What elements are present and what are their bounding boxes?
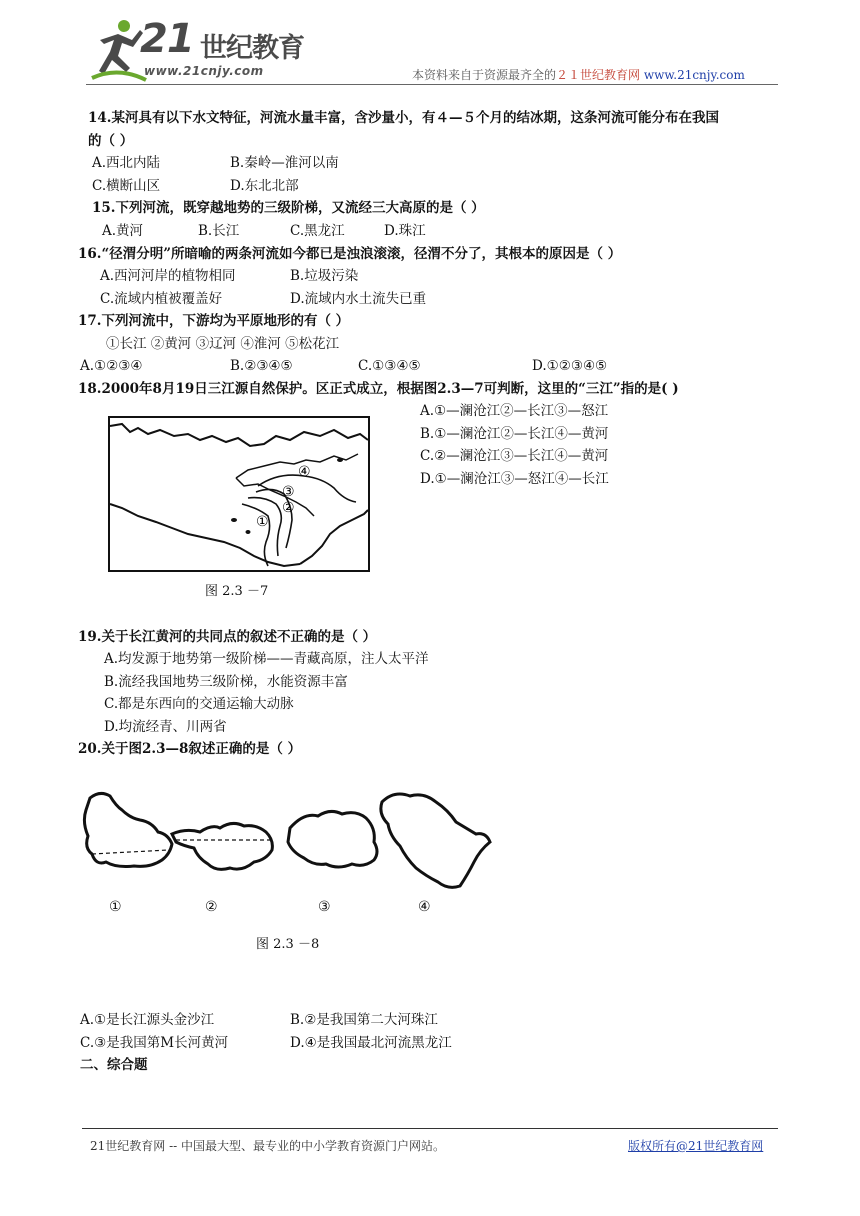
question-18-option-c: C.②—澜沧江③—长江④—黄河: [420, 448, 609, 464]
footer-divider: [82, 1128, 778, 1129]
logo-url: www.21cnjy.com: [144, 64, 264, 78]
header-source-site: ２１世纪教育网: [556, 68, 641, 82]
figure-2-3-7-caption: 图 2.3 －7: [205, 584, 269, 599]
fig-238-label-3: ③: [318, 899, 331, 915]
question-20-option-d: D.④是我国最北河流黑龙江: [290, 1035, 452, 1051]
logo-number: 21: [140, 16, 194, 62]
question-15-option-a: A.黄河: [102, 223, 144, 239]
question-17-option-b: B.②③④⑤: [230, 358, 293, 374]
fig-237-label-3: ③: [282, 484, 295, 500]
fig-237-label-4: ④: [298, 464, 311, 480]
header-source-note: [412, 66, 745, 83]
question-17-option-c: C.①③④⑤: [358, 358, 421, 374]
question-19-option-c: C.都是东西向的交通运输大动脉: [104, 696, 294, 712]
footer-site-description: 21世纪教育网 -- 中国最大型、最专业的中小学教育资源门户网站。: [90, 1139, 446, 1153]
fig-238-label-4: ④: [418, 899, 431, 915]
question-20-option-a: A.①是长江源头金沙江: [80, 1012, 215, 1028]
fig-237-label-2: ②: [282, 500, 295, 516]
runner-logo-icon: [88, 16, 148, 84]
question-20-stem: 20.关于图2.3—8叙述正确的是（ ）: [78, 741, 302, 757]
question-18-option-b: B.①—澜沧江②—长江④—黄河: [420, 426, 609, 442]
fig-238-label-1: ①: [109, 899, 122, 915]
figure-2-3-7-map: [108, 416, 370, 572]
question-17-stem: 17.下列河流中，下游均为平原地形的有（ ）: [78, 313, 350, 329]
question-16-option-c: C.流域内植被覆盖好: [100, 291, 223, 307]
footer-copyright-link[interactable]: 版权所有@21世纪教育网: [628, 1139, 764, 1153]
question-18-option-d: D.①—澜沧江③—怒江④—长江: [420, 471, 609, 487]
question-14-option-a: A.西北内陆: [92, 155, 161, 171]
question-14-option-b: B.秦岭—淮河以南: [230, 155, 339, 171]
question-15-stem: 15.下列河流，既穿越地势的三级阶梯，又流经三大高原的是（ ）: [92, 200, 485, 216]
header-source-url[interactable]: www.21cnjy.com: [643, 68, 745, 82]
question-16-option-b: B.垃圾污染: [290, 268, 359, 284]
question-14-option-c: C.横断山区: [92, 178, 161, 194]
question-19-stem: 19.关于长江黄河的共同点的叙述不正确的是（ ）: [78, 629, 377, 645]
question-17-option-a: A.①②③④: [80, 358, 143, 374]
question-17-option-d: D.①②③④⑤: [532, 358, 608, 374]
question-19-option-d: D.均流经青、川两省: [104, 719, 227, 735]
question-17-river-list: ①长江 ②黄河 ③辽河 ④淮河 ⑤松花江: [106, 336, 340, 352]
question-15-option-b: B.长江: [198, 223, 240, 239]
site-logo: [88, 16, 304, 84]
question-14-stem-cont: 的（ ）: [88, 133, 134, 149]
figure-2-3-8-basins: [76, 788, 496, 900]
question-14-option-d: D.东北北部: [230, 178, 299, 194]
question-15-option-d: D.珠江: [384, 223, 426, 239]
question-19-option-b: B.流经我国地势三级阶梯，水能资源丰富: [104, 674, 348, 690]
figure-2-3-8-caption: 图 2.3 －8: [256, 937, 320, 952]
fig-238-label-2: ②: [205, 899, 218, 915]
question-20-option-b: B.②是我国第二大河珠江: [290, 1012, 438, 1028]
question-19-option-a: A.均发源于地势第一级阶梯——青藏高原，注人太平洋: [104, 651, 429, 667]
fig-237-label-1: ①: [256, 514, 269, 530]
question-16-stem: 16.“径渭分明”所暗喻的两条河流如今都已是浊浪滚滚，径渭不分了，其根本的原因是（ ）: [78, 246, 622, 262]
question-14-stem: 14.某河具有以下水文特征，河流水量丰富，含沙量小，有４—５个月的结冰期，这条河流可能分布在我国: [88, 110, 719, 126]
question-16-option-d: D.流域内水土流失已重: [290, 291, 427, 307]
question-15-option-c: C.黑龙江: [290, 223, 345, 239]
question-18-option-a: A.①—澜沧江②—长江③—怒江: [420, 403, 609, 419]
logo-text: 世纪教育: [200, 33, 304, 64]
header-divider: [86, 84, 778, 85]
header-source-prefix: 本资料来自于资源最齐全的: [412, 68, 557, 82]
question-18-stem: 18.2000年8月19日三江源自然保护。区正式成立，根据图2.3—7可判断，这里的“三江”指的是( ): [78, 381, 679, 397]
question-20-option-c: C.③是我国第M长河黄河: [80, 1035, 229, 1051]
section-heading-comprehensive: 二、综合题: [80, 1057, 148, 1073]
question-16-option-a: A.西河河岸的植物相同: [100, 268, 236, 284]
